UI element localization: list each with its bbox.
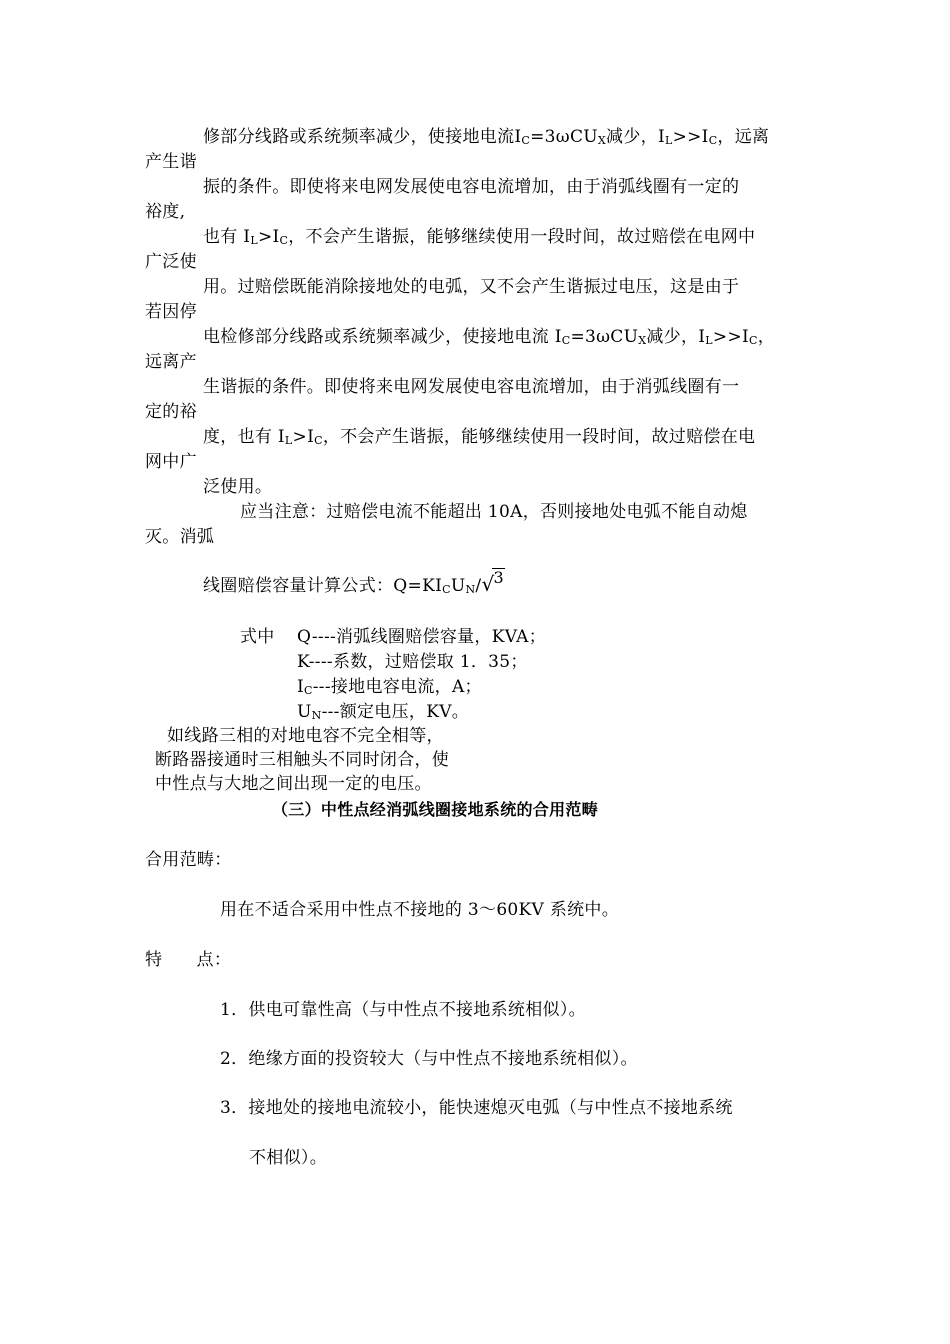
symbol: =3ωCU — [530, 127, 598, 147]
subscript: C — [708, 134, 718, 147]
feature-item-1: 1．供电可靠性高（与中性点不接地系统相似）。 — [220, 1000, 586, 1020]
symbol: U — [297, 702, 312, 722]
text-span: 度，也有 I — [203, 427, 285, 447]
symbol: I — [514, 127, 522, 147]
text-line: 广泛使 — [145, 252, 197, 272]
text-span: ， — [757, 327, 776, 347]
subscript: C — [748, 334, 758, 347]
subscript: L — [284, 434, 293, 447]
subscript: C — [561, 334, 571, 347]
legend-prefix: 式中 — [240, 627, 275, 647]
scope-label: 合用范畴： — [145, 850, 232, 870]
feature-item-3: 3．接地处的接地电流较小，能快速熄灭电弧（与中性点不接地系统 — [220, 1098, 733, 1118]
text-line: 用。过赔偿既能消除接地处的电弧，又不会产生谐振过电压，这是由于 — [203, 277, 740, 297]
text-span: 线圈赔偿容量计算公式：Q=KI — [203, 576, 443, 596]
legend-ic — [297, 677, 482, 701]
text-span: 电检修部分线路或系统频率减少，使接地电流 I — [203, 327, 562, 347]
text-line — [203, 127, 769, 151]
note-line: 断路器接通时三相触头不同时闭合，使 — [155, 750, 450, 770]
symbol: >>I — [712, 327, 749, 347]
text-span: ---额定电压，KV。 — [321, 702, 470, 722]
subscript: L — [705, 334, 713, 347]
scope-text: 用在不适合采用中性点不接地的 3～60KV 系统中。 — [220, 900, 620, 920]
features-label: 特 点： — [145, 950, 232, 970]
feature-item-2: 2．绝缘方面的投资较大（与中性点不接地系统相似）。 — [220, 1049, 638, 1069]
text-span: 减少，I — [646, 327, 706, 347]
subscript: C — [442, 583, 451, 596]
legend-q: Q----消弧线圈赔偿容量，KVA； — [297, 627, 547, 647]
symbol: >I — [257, 227, 280, 247]
symbol: >>I — [672, 127, 709, 147]
subscript: X — [638, 334, 647, 347]
text-span: 也有 I — [203, 227, 251, 247]
text-line: 裕度, — [145, 202, 186, 222]
subscript: C — [304, 684, 313, 697]
radicand: 3 — [493, 568, 504, 587]
sqrt-symbol — [481, 568, 505, 596]
text-line — [203, 327, 775, 351]
subscript: C — [521, 134, 531, 147]
symbol: >I — [292, 427, 315, 447]
subscript: L — [664, 134, 673, 147]
text-span: ，远离 — [717, 127, 770, 147]
symbol: U — [450, 576, 466, 596]
symbol: =3ωCU — [570, 327, 639, 347]
text-line: 产生谐 — [145, 152, 197, 172]
text-line — [203, 427, 755, 451]
subscript: X — [597, 134, 607, 147]
text-line: 远离产 — [145, 352, 197, 372]
subscript: N — [465, 583, 476, 596]
text-line: 定的裕 — [145, 402, 197, 422]
section-heading: （三）中性点经消弧线圈接地系统的合用范畴 — [272, 800, 599, 819]
text-line: 应当注意：过赔偿电流不能超出 10A，否则接地处电弧不能自动熄 — [240, 502, 748, 522]
legend-k: K----系数，过赔偿取 1．35； — [297, 652, 528, 672]
text-span: ---接地电容电流，A； — [312, 677, 482, 697]
feature-item-3-cont: 不相似）。 — [249, 1148, 327, 1168]
text-span: ，不会产生谐振，能够继续使用一段时间，故过赔偿在电网中 — [288, 227, 756, 247]
subscript: L — [250, 234, 258, 247]
radical-sign: √ — [481, 572, 495, 596]
subscript: C — [314, 434, 323, 447]
text-span: ，不会产生谐振，能够继续使用一段时间，故过赔偿在电 — [322, 427, 756, 447]
text-line: 网中广 — [145, 452, 197, 472]
note-line: 中性点与大地之间出现一定的电压。 — [155, 774, 432, 794]
text-span: 修部分线路或系统频率减少，使接地电流 — [203, 127, 515, 147]
legend-un — [297, 702, 469, 726]
text-line: 泛使用。 — [203, 477, 273, 497]
symbol: I — [297, 677, 305, 697]
text-line: 振的条件。即使将来电网发展使电容电流增加，由于消弧线圈有一定的 — [203, 177, 740, 197]
formula-line — [203, 568, 505, 600]
text-line — [203, 227, 755, 251]
symbol: / — [475, 576, 482, 596]
note-line: 如线路三相的对地电容不完全相等， — [167, 726, 444, 746]
text-span: 减少，I — [606, 127, 665, 147]
text-line: 灭。消弧 — [145, 527, 215, 547]
subscript: N — [311, 709, 322, 722]
text-line: 若因停 — [145, 302, 197, 322]
subscript: C — [279, 234, 289, 247]
text-line: 生谐振的条件。即使将来电网发展使电容电流增加，由于消弧线圈有一 — [203, 377, 740, 397]
